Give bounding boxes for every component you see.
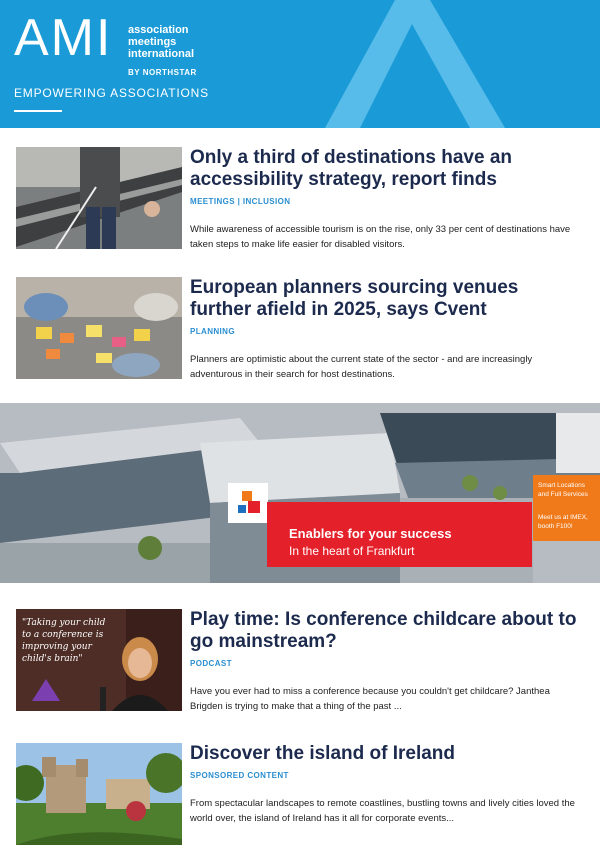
article-thumbnail[interactable] <box>16 609 182 711</box>
article-summary: While awareness of accessible tourism is on the rise, only 33 per cent of destinations have taken steps to make life easier for disabled visitors. <box>190 224 571 250</box>
article-category-tag[interactable]: SPONSORED CONTENT <box>190 771 289 780</box>
article-item[interactable] <box>16 743 586 849</box>
quote-line: child's brain" <box>22 654 83 664</box>
messe-logo-icon <box>228 483 268 523</box>
article-text <box>190 609 584 714</box>
article-thumbnail[interactable] <box>16 277 182 379</box>
tagline-underline <box>14 110 62 112</box>
messe-frankfurt-logo <box>228 483 268 523</box>
article-headline[interactable]: European planners sourcing venues further afield in 2025, says Cvent <box>190 277 519 320</box>
quote-line: to a conference is <box>22 630 104 640</box>
ami-logo[interactable]: AMI <box>14 9 113 67</box>
article-headline[interactable]: Discover the island of Ireland <box>190 743 456 764</box>
article-text <box>190 277 584 382</box>
article-text <box>190 743 584 826</box>
article-thumbnail[interactable] <box>16 743 182 845</box>
quote-line: improving your <box>22 642 92 652</box>
podcast-quote <box>22 617 105 665</box>
article-headline[interactable]: Only a third of destinations have an accessibility strategy, report finds <box>190 147 512 190</box>
banner-side-box[interactable] <box>533 475 600 541</box>
logo-subtitle <box>128 24 194 60</box>
escalator-photo-image <box>16 147 182 249</box>
ireland-castle-photo-image <box>16 743 182 845</box>
promo-subline: In the heart of Frankfurt <box>289 544 415 558</box>
article-summary: Planners are optimistic about the current state of the sector - and are increasingly adventurous in their search for host destinations. <box>190 354 533 380</box>
article-item[interactable] <box>16 609 586 721</box>
quote-line: "Taking your child <box>22 618 106 628</box>
side-line-booth: Meet us at IMEX, booth F100! <box>538 514 588 530</box>
frankfurt-venue-banner[interactable] <box>0 403 600 583</box>
promo-headline: Enablers for your success <box>289 526 452 541</box>
article-thumbnail[interactable] <box>16 147 182 249</box>
planning-table-photo-image <box>16 277 182 379</box>
logo-subtitle-line: association <box>128 24 189 36</box>
logo-subtitle-line: international <box>128 48 195 60</box>
logo-byline: BY NORTHSTAR <box>128 68 197 77</box>
article-summary: From spectacular landscapes to remote coastlines, bustling towns and lively cities loved the world over, the island of Ireland has it all for corporate events... <box>190 798 575 824</box>
article-category-tag[interactable]: MEETINGS | INCLUSION <box>190 197 291 206</box>
logo-subtitle-line: meetings <box>128 36 177 48</box>
banner-promo-box[interactable] <box>267 502 532 567</box>
header-tagline: EMPOWERING ASSOCIATIONS <box>14 86 209 100</box>
article-category-tag[interactable]: PODCAST <box>190 659 232 668</box>
article-item[interactable] <box>16 277 586 389</box>
side-line-services: Smart Locations and Full Services <box>538 482 588 498</box>
newsletter-header <box>0 0 600 128</box>
article-text <box>190 147 584 252</box>
article-headline[interactable]: Play time: Is conference childcare about to go mainstream? <box>190 609 577 652</box>
article-category-tag[interactable]: PLANNING <box>190 327 235 336</box>
article-summary: Have you ever had to miss a conference because you couldn't get childcare? Janthea Brigden is trying to make that a thing of the past ... <box>190 686 550 712</box>
article-item[interactable] <box>16 147 586 259</box>
